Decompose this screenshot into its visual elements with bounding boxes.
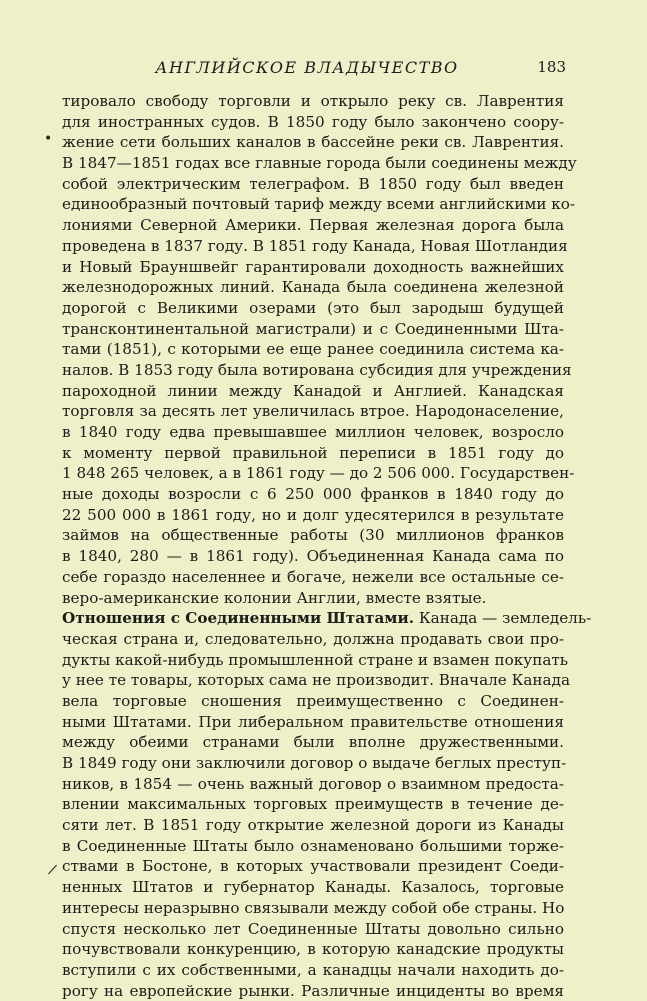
text-line: единообразный почтовый тариф между всеми английскими ко- xyxy=(62,195,576,214)
text-line: себе гораздо населеннее и богаче, нежели все остальные се- xyxy=(62,567,564,586)
text-line: дорогой с Великими озерами (это был зародыш будущей xyxy=(62,298,564,317)
text-line: веро-американские колонии Англии, вместе взятые. xyxy=(62,588,487,607)
text-line: В 1847—1851 годах все главные города были соединены между xyxy=(62,154,577,173)
text-line: ненных Штатов и губернатор Канады. Казалось, торговые xyxy=(62,878,564,897)
text-line: 1 848 265 человек, а в 1861 году — до 2 506 000. Государствен- xyxy=(62,464,575,483)
text-line: трансконтинентальной магистрали) и с Соединенными Шта- xyxy=(62,319,564,338)
text-line: торговля за десять лет увеличилась втрое. Народонаселение, xyxy=(62,402,564,421)
text-line: проведена в 1837 году. В 1851 году Канада, Новая Шотландия xyxy=(62,236,568,255)
text-line: пароходной линии между Канадой и Англией. Канадская xyxy=(62,381,564,400)
text-line: вела торговые сношения преимущественно с Соединен- xyxy=(62,691,564,710)
text-line: ников, в 1854 — очень важный договор о взаимном предоста- xyxy=(62,774,564,793)
text-line: сяти лет. В 1851 году открытие железной дороги из Канады xyxy=(62,816,564,835)
margin-tick-mark: / xyxy=(46,861,58,879)
text-line: ческая страна и, следовательно, должна продавать свои про- xyxy=(62,629,564,648)
text-line: займов на общественные работы (30 миллионов франков xyxy=(62,526,564,545)
margin-dot-mark: • xyxy=(44,131,53,147)
page-header xyxy=(48,56,566,80)
text-line: дукты какой-нибудь промышленной стране и взамен покупать xyxy=(62,650,569,669)
text-line: почувствовали конкуренцию, в которую канадские продукты xyxy=(62,940,564,959)
text-line: в Соединенные Штаты было ознаменовано большими торже- xyxy=(62,836,564,855)
text-line: железнодорожных линий. Канада была соединена железной xyxy=(62,278,564,297)
paragraph-first-line-rest: Канада — земледель- xyxy=(414,609,592,628)
running-title: АНГЛИЙСКОЕ ВЛАДЫЧЕСТВО xyxy=(155,58,459,77)
paragraph-first-line xyxy=(62,608,592,629)
text-line: в 1840, 280 — в 1861 году). Объединенная Канада сама по xyxy=(62,547,564,566)
text-line: к моменту первой правильной переписи в 1851 году до xyxy=(62,443,564,462)
text-line: жение сети больших каналов в бассейне реки св. Лаврентия. xyxy=(62,133,564,152)
text-line: лониями Северной Америки. Первая железная дорога была xyxy=(62,216,564,235)
text-line: в 1840 году едва превышавшее миллион человек, возросло xyxy=(62,423,564,441)
text-line: рогу на европейские рынки. Различные инциденты во время xyxy=(62,981,564,1000)
text-line: ные доходы возросли с 6 250 000 франков в 1840 году до xyxy=(62,485,564,504)
text-line: влении максимальных торговых преимуществ в течение де- xyxy=(62,795,564,814)
text-line: тировало свободу торговли и открыло реку св. Лаврентия xyxy=(62,92,564,110)
text-line: спустя несколько лет Соединенные Штаты довольно сильно xyxy=(62,919,564,938)
text-line: ствами в Бостоне, в которых участвовали президент Соеди- xyxy=(62,857,564,876)
text-line: между обеими странами были вполне дружественными. xyxy=(62,733,564,752)
page-number: 183 xyxy=(537,58,566,76)
text-line: и Новый Брауншвейг гарантировали доходность важнейших xyxy=(62,257,564,276)
text-line: собой электрическим телеграфом. В 1850 году был введен xyxy=(62,174,564,193)
text-line: у нее те товары, которых сама не производит. Вначале Канада xyxy=(62,671,571,690)
text-line: тами (1851), с которыми ее еще ранее соединила система ка- xyxy=(62,340,564,359)
text-line: для иностранных судов. В 1850 году было закончено соору- xyxy=(62,112,564,131)
text-line: ными Штатами. При либеральном правительстве отношения xyxy=(62,712,564,731)
text-line: налов. В 1853 году была вотирована субсидия для учреждения xyxy=(62,360,572,379)
text-line: интересы неразрывно связывали между собой обе страны. Но xyxy=(62,898,565,917)
text-line: В 1849 году они заключили договор о выдаче беглых преступ- xyxy=(62,754,567,772)
text-line: вступили с их собственными, а канадцы начали находить до- xyxy=(62,960,564,979)
text-line: 22 500 000 в 1861 году, но и долг удесятерился в результате xyxy=(62,505,564,524)
body-text xyxy=(62,91,592,1001)
section-heading: Отношения с Соединенными Штатами. xyxy=(62,609,415,628)
